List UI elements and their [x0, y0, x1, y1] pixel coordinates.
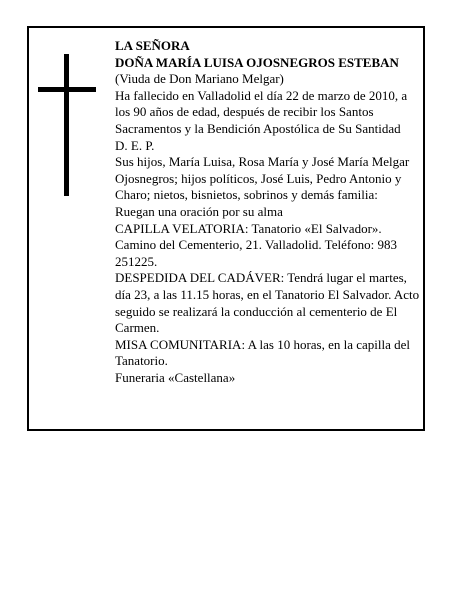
prayer-request: Ruegan una oración por su alma	[115, 203, 283, 219]
death-paragraph: Ha fallecido en Valladolid el día 22 de marzo de 2010, a los 90 años de edad, después de recibir los Santos Sacramentos y la Bendición Apostólica de Su Santidad	[115, 87, 408, 136]
family-paragraph: Sus hijos, María Luisa, Rosa María y José María Melgar Ojosnegros; hijos políticos, José Luis, Pedro Antonio y Charo; nietos, bisnietos, sobrinos y demás familia:	[115, 154, 410, 203]
widow-line: (Viuda de Don Mariano Melgar)	[115, 71, 284, 87]
honorific: LA SEÑORA	[115, 38, 190, 53]
mass-paragraph: MISA COMUNITARIA: A las 10 horas, en la capilla del Tanatorio.	[115, 336, 411, 369]
rip-line: D. E. P.	[115, 137, 155, 153]
obituary-text	[115, 38, 420, 386]
cross-icon	[38, 54, 98, 196]
funeral-home: Funeraria «Castellana»	[115, 369, 236, 385]
chapel-paragraph: CAPILLA VELATORIA: Tanatorio «El Salvador». Camino del Cementerio, 21. Valladolid. Teléfono: 983 251225.	[115, 220, 398, 269]
deceased-name: DOÑA MARÍA LUISA OJOSNEGROS ESTEBAN	[115, 54, 399, 70]
farewell-paragraph: DESPEDIDA DEL CADÁVER: Tendrá lugar el martes, día 23, a las 11.15 horas, en el Tanatorio El Salvador. Acto seguido se realizará la conducción al cementerio de El Carmen.	[115, 270, 420, 336]
cross-vertical-bar	[64, 54, 69, 196]
cross-horizontal-bar	[38, 87, 96, 92]
